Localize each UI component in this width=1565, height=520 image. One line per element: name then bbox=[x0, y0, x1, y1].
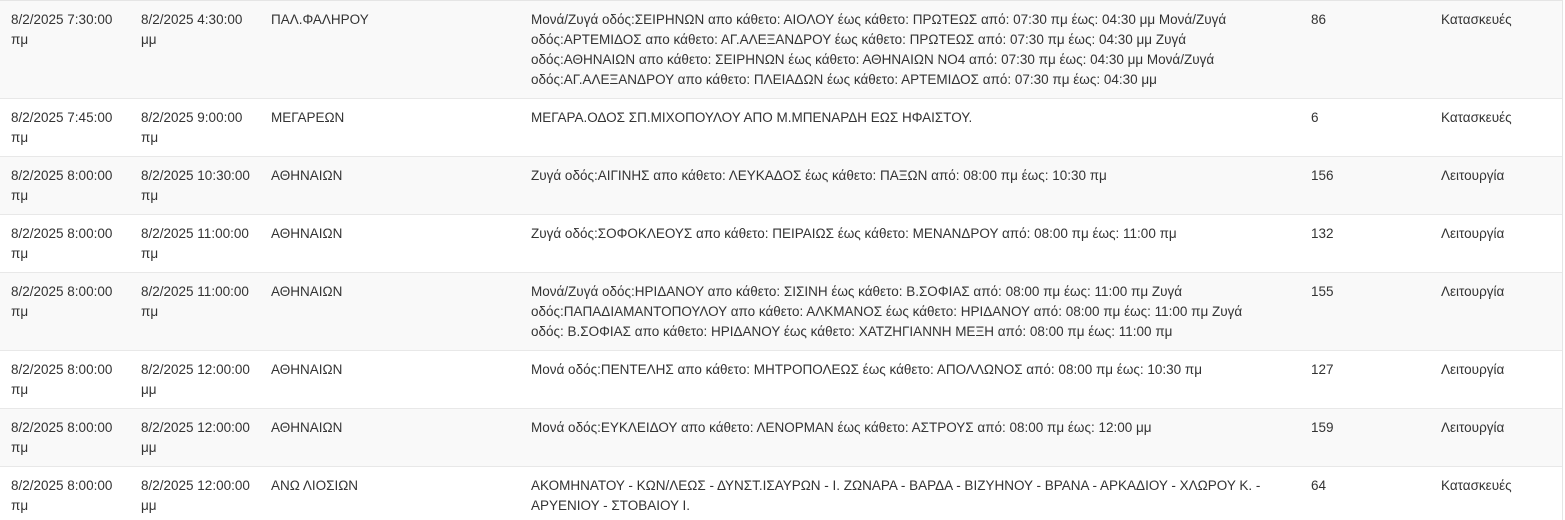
number-cell: 159 bbox=[1300, 409, 1430, 467]
start-time-cell: 8/2/2025 8:00:00 πμ bbox=[0, 157, 130, 215]
table-row bbox=[0, 157, 1562, 215]
description-cell: Μονά οδός:ΠΕΝΤΕΛΗΣ απο κάθετο: ΜΗΤΡΟΠΟΛΕΩΣ έως κάθετο: ΑΠΟΛΛΩΝΟΣ από: 08:00 πμ έως: 10:30 πμ bbox=[520, 351, 1300, 409]
table-row bbox=[0, 351, 1562, 409]
end-time-cell: 8/2/2025 12:00:00 μμ bbox=[130, 351, 260, 409]
end-time-cell: 8/2/2025 9:00:00 πμ bbox=[130, 99, 260, 157]
area-cell: ΜΕΓΑΡΕΩΝ bbox=[260, 99, 520, 157]
description-cell: Ζυγά οδός:ΑΙΓΙΝΗΣ απο κάθετο: ΛΕΥΚΑΔΟΣ έως κάθετο: ΠΑΞΩΝ από: 08:00 πμ έως: 10:30 πμ bbox=[520, 157, 1300, 215]
description-cell: Μονά/Ζυγά οδός:ΣΕΙΡΗΝΩΝ απο κάθετο: ΑΙΟΛΟΥ έως κάθετο: ΠΡΩΤΕΩΣ από: 07:30 πμ έως: 04:30 μμ Μονά/Ζυγά οδός:ΑΡΤΕΜΙΔΟΣ απο κάθετο: ΑΓ.ΑΛΕΞΑΝΔΡΟΥ έως κάθετο: ΠΡΩΤΕΩΣ από: 07:30 πμ έως: 04:30 μμ Ζυγά οδός:ΑΘΗΝΑΙΩΝ απο κάθετο: ΣΕΙΡΗΝΩΝ έως κάθετο: ΑΘΗΝΑΙΩΝ ΝΟ4 από: 07:30 πμ έως: 04:30 μμ Μονά/Ζυγά οδός:ΑΓ.ΑΛΕΞΑΝΔΡΟΥ απο κάθετο: ΠΛΕΙΑΔΩΝ έως κάθετο: ΑΡΤΕΜΙΔΟΣ από: 07:30 πμ έως: 04:30 μμ bbox=[520, 1, 1300, 99]
number-cell: 6 bbox=[1300, 99, 1430, 157]
number-cell: 155 bbox=[1300, 273, 1430, 351]
number-cell: 64 bbox=[1300, 467, 1430, 520]
area-cell: ΑΘΗΝΑΙΩΝ bbox=[260, 351, 520, 409]
table-row bbox=[0, 1, 1562, 99]
area-cell: ΑΘΗΝΑΙΩΝ bbox=[260, 157, 520, 215]
end-time-cell: 8/2/2025 11:00:00 πμ bbox=[130, 273, 260, 351]
description-cell: Μονά οδός:ΕΥΚΛΕΙΔΟΥ απο κάθετο: ΛΕΝΟΡΜΑΝ έως κάθετο: ΑΣΤΡΟΥΣ από: 08:00 πμ έως: 12:00 μμ bbox=[520, 409, 1300, 467]
outage-table bbox=[0, 1, 1562, 520]
type-cell: Κατασκευές bbox=[1430, 99, 1562, 157]
table-row bbox=[0, 99, 1562, 157]
description-cell: Ζυγά οδός:ΣΟΦΟΚΛΕΟΥΣ απο κάθετο: ΠΕΙΡΑΙΩΣ έως κάθετο: ΜΕΝΑΝΔΡΟΥ από: 08:00 πμ έως: 11:00 πμ bbox=[520, 215, 1300, 273]
end-time-cell: 8/2/2025 12:00:00 μμ bbox=[130, 467, 260, 520]
number-cell: 86 bbox=[1300, 1, 1430, 99]
area-cell: ΠΑΛ.ΦΑΛΗΡΟΥ bbox=[260, 1, 520, 99]
type-cell: Λειτουργία bbox=[1430, 273, 1562, 351]
type-cell: Λειτουργία bbox=[1430, 409, 1562, 467]
table-row bbox=[0, 467, 1562, 520]
start-time-cell: 8/2/2025 8:00:00 πμ bbox=[0, 273, 130, 351]
table-row bbox=[0, 215, 1562, 273]
end-time-cell: 8/2/2025 4:30:00 μμ bbox=[130, 1, 260, 99]
type-cell: Κατασκευές bbox=[1430, 1, 1562, 99]
end-time-cell: 8/2/2025 12:00:00 μμ bbox=[130, 409, 260, 467]
start-time-cell: 8/2/2025 7:45:00 πμ bbox=[0, 99, 130, 157]
description-cell: Μονά/Ζυγά οδός:ΗΡΙΔΑΝΟΥ απο κάθετο: ΣΙΣΙΝΗ έως κάθετο: Β.ΣΟΦΙΑΣ από: 08:00 πμ έως: 11:00 πμ Ζυγά οδός:ΠΑΠΑΔΙΑΜΑΝΤΟΠΟΥΛΟΥ απο κάθετο: ΑΛΚΜΑΝΟΣ έως κάθετο: ΗΡΙΔΑΝΟΥ από: 08:00 πμ έως: 11:00 πμ Ζυγά οδός: Β.ΣΟΦΙΑΣ απο κάθετο: ΗΡΙΔΑΝΟΥ έως κάθετο: ΧΑΤΖΗΓΙΑΝΝΗ ΜΕΞΗ από: 08:00 πμ έως: 11:00 πμ bbox=[520, 273, 1300, 351]
area-cell: ΑΘΗΝΑΙΩΝ bbox=[260, 409, 520, 467]
type-cell: Λειτουργία bbox=[1430, 157, 1562, 215]
type-cell: Λειτουργία bbox=[1430, 351, 1562, 409]
start-time-cell: 8/2/2025 8:00:00 πμ bbox=[0, 467, 130, 520]
start-time-cell: 8/2/2025 8:00:00 πμ bbox=[0, 409, 130, 467]
description-cell: ΑΚΟΜΗΝΑΤΟΥ - ΚΩΝ/ΛΕΩΣ - ΔΥΝΣΤ.ΙΣΑΥΡΩΝ - Ι. ΖΩΝΑΡΑ - ΒΑΡΔΑ - ΒΙΖΥΗΝΟΥ - ΒΡΑΝΑ - ΑΡΚΑΔΙΟΥ - ΧΛΩΡΟΥ Κ. - ΑΡΥΕΝΙΟΥ - ΣΤΟΒΑΙΟΥ Ι. bbox=[520, 467, 1300, 520]
number-cell: 156 bbox=[1300, 157, 1430, 215]
table-row bbox=[0, 273, 1562, 351]
type-cell: Λειτουργία bbox=[1430, 215, 1562, 273]
start-time-cell: 8/2/2025 8:00:00 πμ bbox=[0, 351, 130, 409]
end-time-cell: 8/2/2025 11:00:00 πμ bbox=[130, 215, 260, 273]
number-cell: 127 bbox=[1300, 351, 1430, 409]
description-cell: ΜΕΓΑΡΑ.ΟΔΟΣ ΣΠ.ΜΙΧΟΠΟΥΛΟΥ ΑΠΟ Μ.ΜΠΕΝΑΡΔΗ ΕΩΣ ΗΦΑΙΣΤΟΥ. bbox=[520, 99, 1300, 157]
start-time-cell: 8/2/2025 8:00:00 πμ bbox=[0, 215, 130, 273]
end-time-cell: 8/2/2025 10:30:00 πμ bbox=[130, 157, 260, 215]
area-cell: ΑΘΗΝΑΙΩΝ bbox=[260, 273, 520, 351]
table-row bbox=[0, 409, 1562, 467]
area-cell: ΑΝΩ ΛΙΟΣΙΩΝ bbox=[260, 467, 520, 520]
area-cell: ΑΘΗΝΑΙΩΝ bbox=[260, 215, 520, 273]
start-time-cell: 8/2/2025 7:30:00 πμ bbox=[0, 1, 130, 99]
number-cell: 132 bbox=[1300, 215, 1430, 273]
type-cell: Κατασκευές bbox=[1430, 467, 1562, 520]
